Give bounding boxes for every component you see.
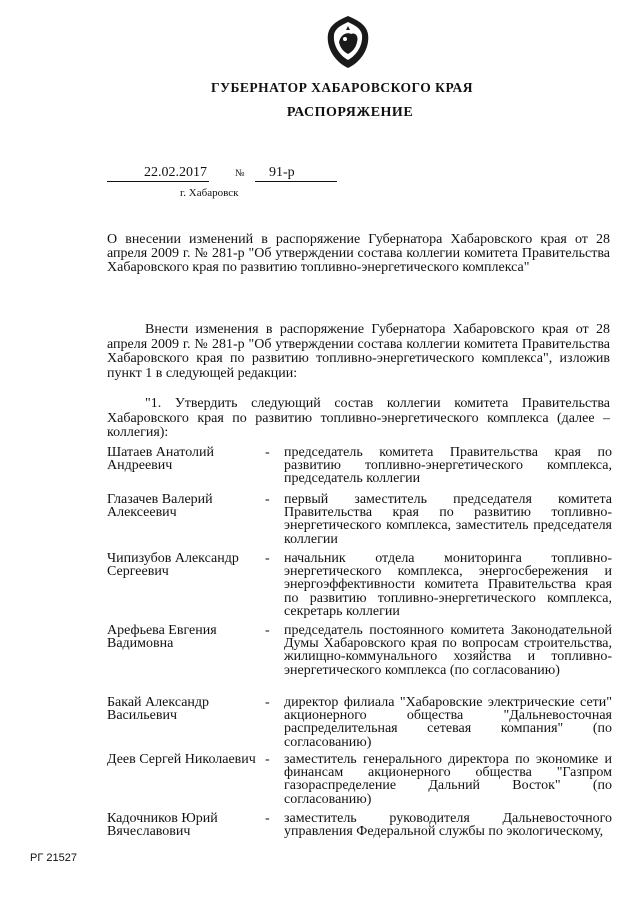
number-sign: №: [235, 168, 245, 179]
member-role: председатель комитета Правительства края по развитию топливно-энергетического комплекса, председатель коллегии: [284, 445, 612, 487]
member-dash: -: [265, 811, 270, 826]
member-role: первый заместитель председателя комитета Правительства края по развитию топливно-энергетического комплекса, заместитель председателя коллегии: [284, 492, 612, 547]
member-dash: -: [265, 752, 270, 767]
city: г. Хабаровск: [180, 187, 239, 199]
member-row: [107, 696, 612, 753]
members-list: [107, 446, 612, 842]
member-row: [107, 753, 612, 812]
document-date: 22.02.2017: [107, 165, 209, 182]
member-dash: -: [265, 445, 270, 460]
member-name: Глазачев Валерий Алексеевич: [107, 492, 213, 521]
member-row: [107, 812, 612, 842]
member-role: председатель постоянного комитета Законодательной Думы Хабаровского края по вопросам строительства, жилищно-коммунального хозяйства и топливно-энергетического комплекса (по согласованию): [284, 623, 612, 678]
member-name: Шатаев Анатолий Андреевич: [107, 445, 214, 474]
document-code: РГ 21527: [30, 852, 77, 864]
member-row: [107, 624, 612, 696]
member-role: заместитель генерального директора по экономике и финансам акционерного общества "Газпром газораспределение Дальний Восток" (по согласованию): [284, 752, 612, 807]
member-dash: -: [265, 551, 270, 566]
member-name: Деев Сергей Николаевич: [107, 752, 256, 767]
member-row: [107, 552, 612, 624]
dateline: [107, 165, 337, 185]
member-row: [107, 493, 612, 552]
member-row: [107, 446, 612, 493]
member-role: директор филиала "Хабаровские электрические сети" акционерного общества "Дальневосточная распределительная сетевая компания" (по согласованию): [284, 695, 612, 750]
member-role: заместитель руководителя Дальневосточного управления Федеральной службы по экологическому,: [284, 811, 612, 840]
body-quote: "1. Утвердить следующий состав коллегии комитета Правительства Хабаровского края по развитию топливно-энергетического комплекса (далее – коллегия):: [107, 396, 610, 440]
coat-of-arms-emblem: [325, 14, 371, 70]
member-name: Бакай Александр Васильевич: [107, 695, 210, 724]
governor-title: ГУБЕРНАТОР ХАБАРОВСКОГО КРАЯ: [211, 80, 473, 95]
member-role: начальник отдела мониторинга топливно-энергетического комплекса, энергосбережения и энергоэффективности комитета Правительства края по развитию топливно-энергетического комплекса, секретарь коллегии: [284, 551, 612, 619]
document-subject: О внесении изменений в распоряжение Губернатора Хабаровского края от 28 апреля 2009 г. № 281-р "Об утверждении состава коллегии комитета Правительства Хабаровского края по развитию топливно-энергетического комплекса": [107, 232, 610, 275]
member-dash: -: [265, 492, 270, 507]
member-name: Арефьева Евгения Вадимовна: [107, 623, 217, 652]
body-intro: Внести изменения в распоряжение Губернатора Хабаровского края от 28 апреля 2009 г. № 281-р "Об утверждении состава коллегии комитета Правительства Хабаровского края по развитию топливно-энергетического комплекса", изложив пункт 1 в следующей редакции:: [107, 322, 610, 381]
member-dash: -: [265, 623, 270, 638]
document-type: РАСПОРЯЖЕНИЕ: [286, 105, 414, 120]
document-number: 91-р: [255, 165, 337, 182]
member-name: Кадочников Юрий Вячеславович: [107, 811, 218, 840]
member-name: Чипизубов Александр Сергеевич: [107, 551, 239, 580]
member-dash: -: [265, 695, 270, 710]
